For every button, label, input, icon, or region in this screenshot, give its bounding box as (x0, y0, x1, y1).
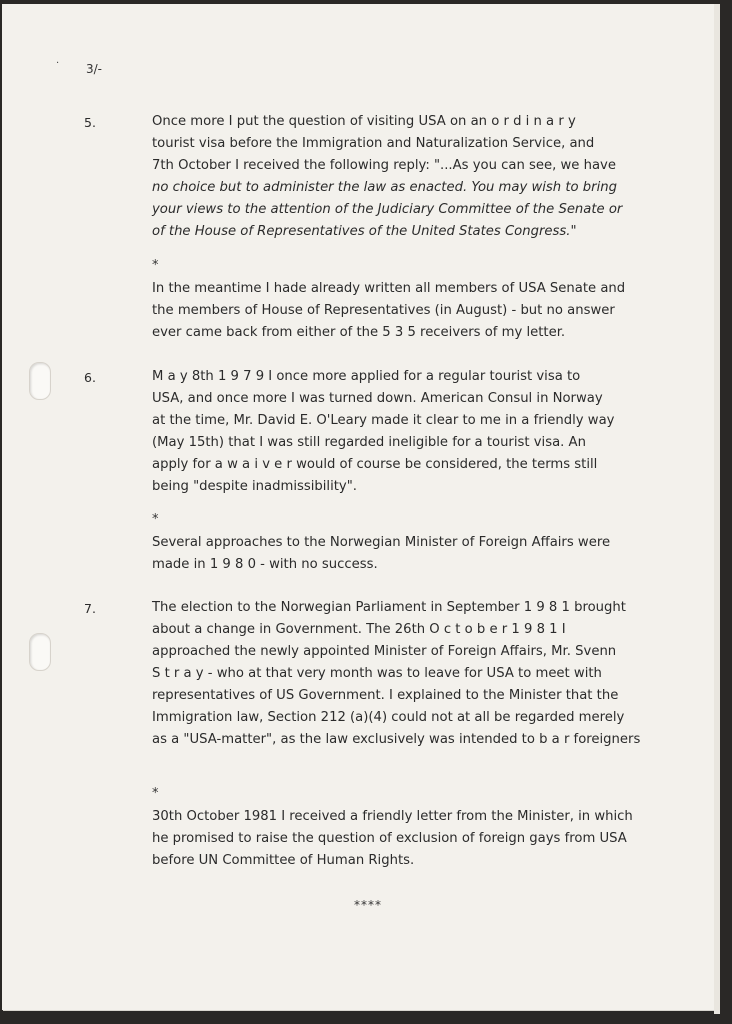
text-line: approached the newly appointed Minister of Foreign Affairs, Mr. Svenn (152, 644, 617, 659)
text-line: the members of House of Representatives (in August) - but no answer (152, 303, 615, 318)
text-line: (May 15th) that I was still regarded ineligible for a tourist visa. An (152, 435, 586, 450)
item-7-paragraph (152, 597, 697, 751)
text-line: 7th October I received the following reply: "...As you can see, we have (152, 158, 616, 173)
text-line: In the meantime I hade already written all members of USA Senate and (152, 281, 626, 296)
end-mark: **** (354, 898, 382, 912)
text-line: being "despite inadmissibility". (152, 479, 357, 494)
text-line: about a change in Government. The 26th O c t o b e r 1 9 8 1 I (152, 622, 566, 637)
quoted-text-line: no choice but to administer the law as enacted. You may wish to bring (152, 180, 617, 195)
text-line: Immigration law, Section 212 (a)(4) could not at all be regarded merely (152, 710, 625, 725)
text-line: representatives of US Government. I explained to the Minister that the (152, 688, 619, 703)
item-7-note (152, 806, 697, 872)
text-line: as a "USA-matter", as the law exclusively was intended to b a r foreigners (152, 732, 641, 747)
page-edge (714, 4, 720, 1014)
item-5-paragraph (152, 111, 697, 243)
text-line: USA, and once more I was turned down. American Consul in Norway (152, 391, 603, 406)
text-line: Once more I put the question of visiting USA on an o r d i n a r y (152, 114, 576, 129)
punch-hole-top (29, 362, 51, 400)
text-line: at the time, Mr. David E. O'Leary made it clear to me in a friendly way (152, 413, 615, 428)
item-number-7: 7. (84, 601, 96, 616)
text-line: M a y 8th 1 9 7 9 I once more applied for a regular tourist visa to (152, 369, 581, 384)
item-number-6: 6. (84, 370, 96, 385)
text-line: he promised to raise the question of exclusion of foreign gays from USA (152, 831, 627, 846)
text-line: S t r a y - who at that very month was to leave for USA to meet with (152, 666, 602, 681)
page-number: 3/- (86, 62, 103, 76)
quoted-text-line: of the House of Representatives of the United States Congress." (152, 224, 577, 239)
quoted-text-line: your views to the attention of the Judiciary Committee of the Senate or (152, 202, 623, 217)
separator-star: * (152, 258, 159, 273)
item-number-5: 5. (84, 115, 96, 130)
text-line: The election to the Norwegian Parliament in September 1 9 8 1 brought (152, 600, 626, 615)
text-line: apply for a w a i v e r would of course be considered, the terms still (152, 457, 598, 472)
text-line: ever came back from either of the 5 3 5 receivers of my letter. (152, 325, 566, 340)
item-5-note (152, 278, 697, 344)
text-line: before UN Committee of Human Rights. (152, 853, 415, 868)
separator-star: * (152, 512, 159, 527)
separator-star: * (152, 786, 159, 801)
text-line: made in 1 9 8 0 - with no success. (152, 557, 378, 572)
ink-speck: · (56, 58, 60, 69)
text-line: 30th October 1981 I received a friendly letter from the Minister, in which (152, 809, 633, 824)
item-6-note (152, 532, 697, 576)
punch-hole-bottom (29, 633, 51, 671)
text-line: tourist visa before the Immigration and Naturalization Service, and (152, 136, 595, 151)
item-6-paragraph (152, 366, 697, 498)
text-line: Several approaches to the Norwegian Minister of Foreign Affairs were (152, 535, 611, 550)
